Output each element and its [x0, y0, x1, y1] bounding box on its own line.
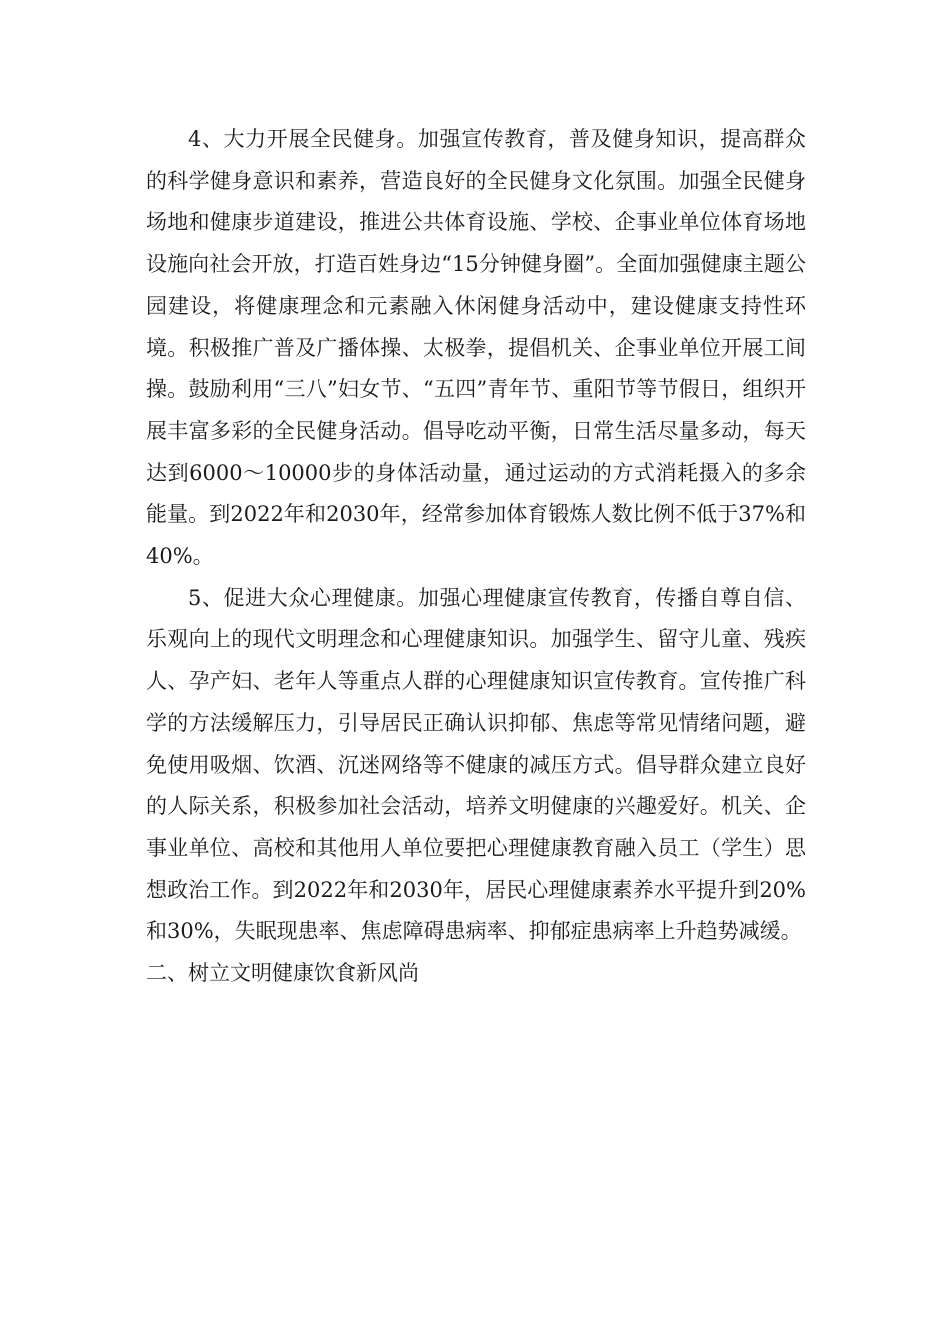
- paragraph-mental-health: 5、促进大众心理健康。加强心理健康宣传教育，传播自尊自信、乐观向上的现代文明理念和心理健康知识。加强学生、留守儿童、残疾人、孕产妇、老年人等重点人群的心理健康知识宣传教育。宣传推广科学的方法缓解压力，引导居民正确认识抑郁、焦虑等常见情绪问题，避免使用吸烟、饮酒、沉迷网络等不健康的减压方式。倡导群众建立良好的人际关系，积极参加社会活动，培养文明健康的兴趣爱好。机关、企事业单位、高校和其他用人单位要把心理健康教育融入员工（学生）思想政治工作。到2022年和2030年，居民心理健康素养水平提升到20%和30%，失眠现患率、焦虑障碍患病率、抑郁症患病率上升趋势减缓。: [146, 585, 806, 944]
- paragraph-fitness: 4、大力开展全民健身。加强宣传教育，普及健身知识，提高群众的科学健身意识和素养，营造良好的全民健身文化氛围。加强全民健身场地和健康步道建设，推进公共体育设施、学校、企事业单位体育场地设施向社会开放，打造百姓身边“15分钟健身圈”。全面加强健康主题公园建设，将健康理念和元素融入休闲健身活动中，建设健康支持性环境。积极推广普及广播体操、太极拳，提倡机关、企事业单位开展工间操。鼓励利用“三八”妇女节、“五四”青年节、重阳节等节假日，组织开展丰富多彩的全民健身活动。倡导吃动平衡，日常生活尽量多动，每天达到6000～10000步的身体活动量，通过运动的方式消耗摄入的多余能量。到2022年和2030年，经常参加体育锻炼人数比例不低于37%和40%。: [146, 127, 806, 569]
- document-page: [146, 119, 806, 995]
- section-heading: 二、树立文明健康饮食新风尚: [146, 961, 419, 986]
